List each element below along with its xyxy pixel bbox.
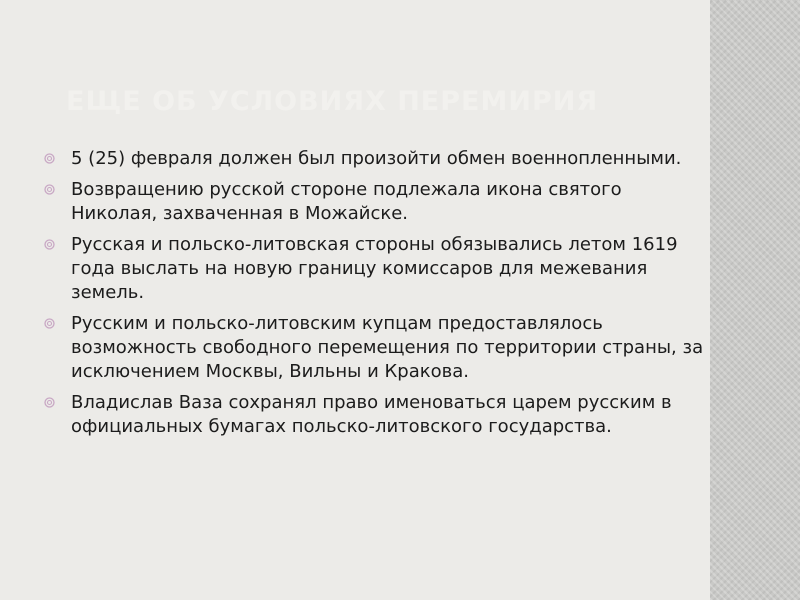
bullet-ring-icon — [44, 318, 55, 329]
bullet-ring-icon — [44, 239, 55, 250]
bullet-item — [44, 147, 704, 171]
bullet-item — [44, 312, 704, 384]
bullet-list — [44, 147, 704, 446]
bullet-text: 5 (25) февраля должен был произойти обмен военнопленными. — [71, 148, 682, 169]
bullet-text: Владислав Ваза сохранял право именоваться царем русским в официальных бумагах польско-литовского государства. — [71, 392, 672, 437]
bullet-ring-icon — [44, 397, 55, 408]
slide-title: ЕЩЕ ОБ УСЛОВИЯХ ПЕРЕМИРИЯ — [66, 86, 599, 117]
bullet-text: Русским и польско-литовским купцам предоставлялось возможность свободного перемещения по территории страны, за исключением Москвы, Вильны и Кракова. — [71, 313, 704, 382]
bullet-item — [44, 391, 704, 439]
decorative-side-stripe — [710, 0, 800, 600]
bullet-text: Возвращению русской стороне подлежала икона святого Николая, захваченная в Можайске. — [71, 179, 622, 224]
bullet-ring-icon — [44, 184, 55, 195]
bullet-ring-icon — [44, 153, 55, 164]
bullet-text: Русская и польско-литовская стороны обязывались летом 1619 года выслать на новую границу комиссаров для межевания земель. — [71, 234, 678, 303]
bullet-item — [44, 233, 704, 305]
bullet-item — [44, 178, 704, 226]
